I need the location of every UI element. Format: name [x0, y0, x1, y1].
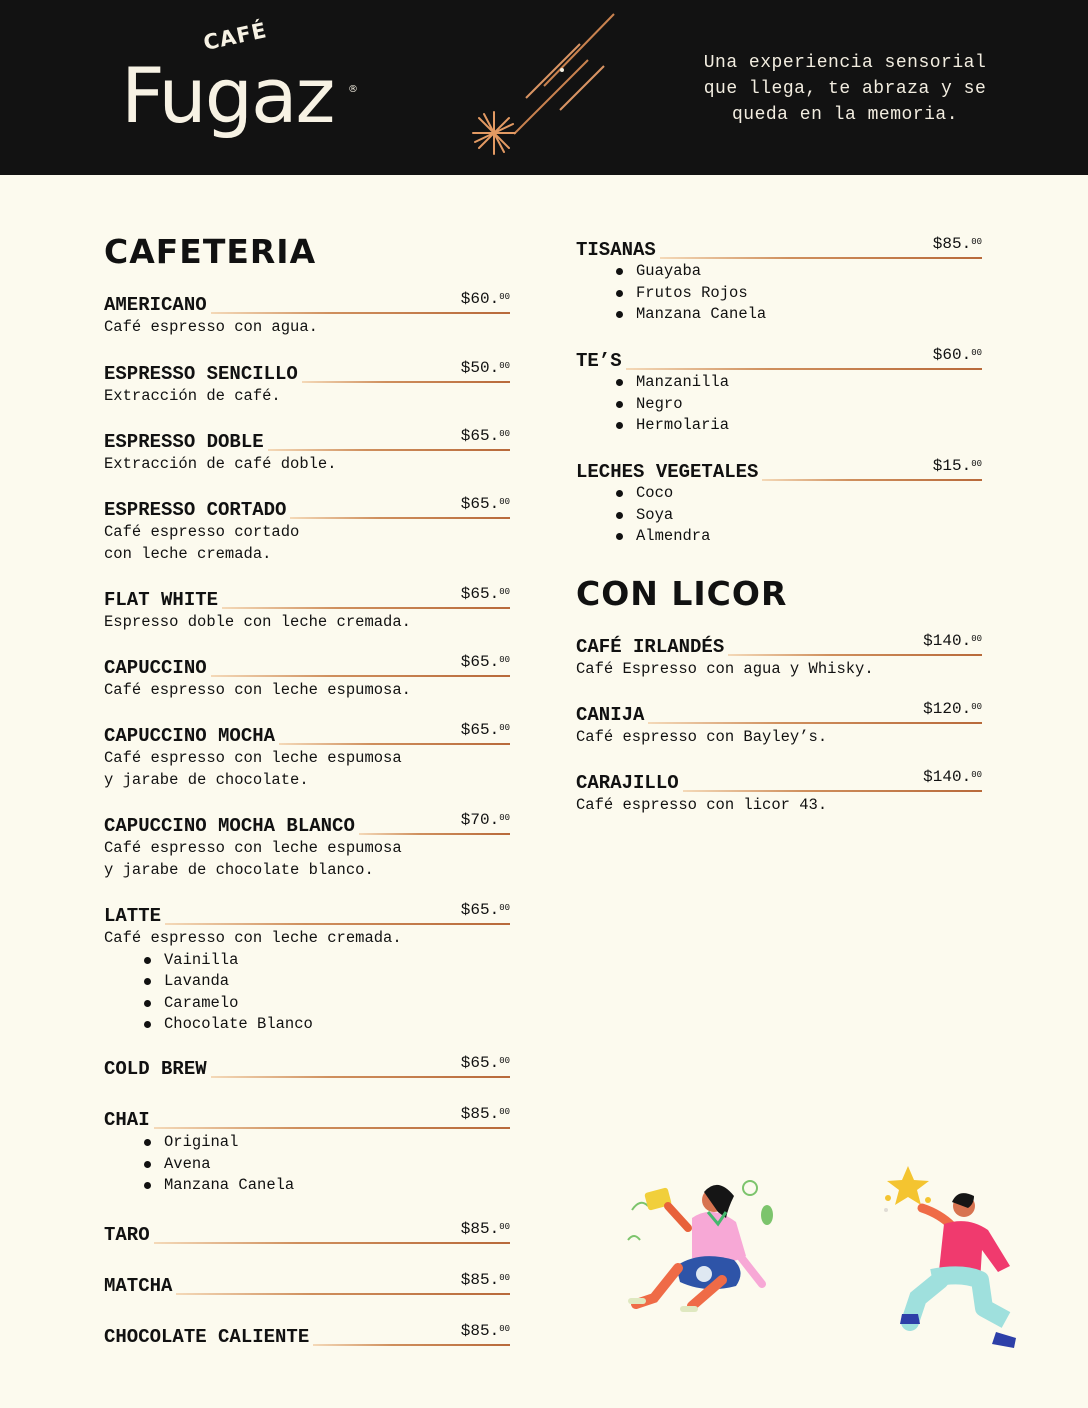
woman-with-coffee-illustration: [612, 1170, 792, 1320]
option-item: Soya: [576, 505, 982, 527]
item-name: TE’S: [576, 350, 622, 372]
item-description: Café espresso con leche espumosa y jarabe de chocolate blanco.: [104, 839, 402, 879]
menu-item-espresso-sencillo: [104, 359, 510, 408]
menu-item-carajillo: [576, 768, 982, 817]
item-price: $140.00: [923, 768, 982, 786]
option-item: Manzana Canela: [104, 1175, 510, 1197]
option-item: Hermolaria: [576, 415, 982, 437]
item-name: TARO: [104, 1224, 150, 1246]
item-price: $60.00: [932, 346, 982, 364]
item-divider: [302, 381, 510, 383]
menu-item-latte: [104, 901, 510, 1036]
item-description: Café espresso con licor 43.: [576, 796, 828, 814]
item-divider: [359, 833, 510, 835]
option-item: Manzana Canela: [576, 304, 982, 326]
item-price: $65.00: [460, 653, 510, 671]
item-name: CHAI: [104, 1109, 150, 1131]
menu-item-capuccino-mocha-blanco: [104, 811, 510, 881]
item-price: $60.00: [460, 290, 510, 308]
header-banner: [0, 0, 1088, 175]
tagline: [640, 50, 1050, 128]
tagline-line: queda en la memoria.: [731, 105, 959, 125]
item-description: Café espresso con leche cremada.: [104, 929, 402, 947]
menu-item-capuccino: [104, 653, 510, 702]
item-description: Espresso doble con leche cremada.: [104, 613, 411, 631]
item-name: MATCHA: [104, 1275, 173, 1297]
item-name: CAPUCCINO MOCHA: [104, 725, 276, 747]
menu-item-espresso-cortado: [104, 495, 510, 565]
menu-item-chocolate-caliente: [104, 1322, 510, 1348]
item-price: $50.00: [460, 359, 510, 377]
menu-item-espresso-doble: [104, 427, 510, 476]
menu-item-cold-brew: [104, 1054, 510, 1080]
item-divider: [268, 449, 510, 451]
item-name: COLD BREW: [104, 1058, 207, 1080]
item-options-list: [576, 483, 982, 548]
item-description: Café espresso con leche espumosa.: [104, 681, 411, 699]
item-divider: [290, 517, 510, 519]
item-price: $85.00: [932, 235, 982, 253]
item-divider: [222, 607, 510, 609]
item-price: $65.00: [460, 901, 510, 919]
item-name: CAFÉ IRLANDÉS: [576, 636, 725, 658]
item-price: $65.00: [460, 427, 510, 445]
item-name: ESPRESSO CORTADO: [104, 499, 287, 521]
item-name: CHOCOLATE CALIENTE: [104, 1326, 310, 1348]
menu-item-taro: [104, 1220, 510, 1246]
item-name: CAPUCCINO MOCHA BLANCO: [104, 815, 355, 837]
item-divider: [211, 312, 510, 314]
logo-name: Fugaz: [121, 51, 334, 140]
option-item: Almendra: [576, 526, 982, 548]
item-name: FLAT WHITE: [104, 589, 219, 611]
menu-item-americano: [104, 290, 510, 339]
option-item: Caramelo: [104, 993, 510, 1015]
section-title-con-licor: CON LICOR: [576, 574, 788, 613]
item-options-list: [576, 372, 982, 437]
item-name: CANIJA: [576, 704, 645, 726]
item-description: Café espresso con agua.: [104, 318, 318, 336]
option-item: Original: [104, 1132, 510, 1154]
item-options-list: [104, 1132, 510, 1197]
menu-item-cafe-irlandes: [576, 632, 982, 681]
menu-item-capuccino-mocha: [104, 721, 510, 791]
item-divider: [728, 654, 982, 656]
menu-item-chai: [104, 1105, 510, 1197]
item-price: $140.00: [923, 632, 982, 650]
menu-item-matcha: [104, 1271, 510, 1297]
item-divider: [313, 1344, 510, 1346]
item-price: $70.00: [460, 811, 510, 829]
option-item: Coco: [576, 483, 982, 505]
item-price: $85.00: [460, 1105, 510, 1123]
item-description: Café espresso con Bayley’s.: [576, 728, 828, 746]
item-description: Extracción de café doble.: [104, 455, 337, 473]
item-name: AMERICANO: [104, 294, 207, 316]
item-divider: [279, 743, 510, 745]
option-item: Frutos Rojos: [576, 283, 982, 305]
item-description: Café Espresso con agua y Whisky.: [576, 660, 874, 678]
item-price: $85.00: [460, 1220, 510, 1238]
item-price: $15.00: [932, 457, 982, 475]
menu-item-canija: [576, 700, 982, 749]
item-divider: [683, 790, 982, 792]
option-item: Avena: [104, 1154, 510, 1176]
menu-item-tisanas: [576, 235, 982, 326]
item-price: $65.00: [460, 495, 510, 513]
item-divider: [154, 1127, 510, 1129]
option-item: Chocolate Blanco: [104, 1014, 510, 1036]
tagline-line: que llega, te abraza y se: [703, 79, 987, 99]
item-name: ESPRESSO DOBLE: [104, 431, 264, 453]
item-price: $65.00: [460, 721, 510, 739]
menu-item-leches-vegetales: [576, 457, 982, 548]
logo-cafe-text: CAFÉ: [201, 18, 270, 56]
item-name: CAPUCCINO: [104, 657, 207, 679]
item-name: LECHES VEGETALES: [576, 461, 759, 483]
item-name: CARAJILLO: [576, 772, 679, 794]
item-divider: [154, 1242, 510, 1244]
item-description: Café espresso cortado con leche cremada.: [104, 523, 300, 563]
option-item: Vainilla: [104, 950, 510, 972]
option-item: Negro: [576, 394, 982, 416]
item-divider: [648, 722, 982, 724]
registered-mark: ®: [348, 84, 358, 95]
section-title-cafeteria: CAFETERIA: [104, 232, 317, 271]
item-name: TISANAS: [576, 239, 656, 261]
item-price: $85.00: [460, 1271, 510, 1289]
menu-item-tes: [576, 346, 982, 437]
man-reaching-star-illustration: [878, 1162, 1028, 1362]
item-price: $120.00: [923, 700, 982, 718]
option-item: Manzanilla: [576, 372, 982, 394]
item-options-list: [104, 950, 510, 1036]
item-description: Café espresso con leche espumosa y jarabe de chocolate.: [104, 749, 402, 789]
item-name: LATTE: [104, 905, 162, 927]
item-price: $65.00: [460, 1054, 510, 1072]
item-divider: [762, 479, 982, 481]
item-divider: [660, 257, 982, 259]
item-price: $65.00: [460, 585, 510, 603]
item-options-list: [576, 261, 982, 326]
item-divider: [211, 675, 510, 677]
option-item: Lavanda: [104, 971, 510, 993]
item-divider: [211, 1076, 510, 1078]
item-divider: [626, 368, 982, 370]
option-item: Guayaba: [576, 261, 982, 283]
item-name: ESPRESSO SENCILLO: [104, 363, 298, 385]
shooting-star-icon: [462, 8, 632, 168]
item-price: $85.00: [460, 1322, 510, 1340]
item-divider: [176, 1293, 510, 1295]
tagline-line: Una experiencia sensorial: [703, 53, 987, 73]
item-divider: [165, 923, 510, 925]
menu-item-flat-white: [104, 585, 510, 634]
item-description: Extracción de café.: [104, 387, 281, 405]
